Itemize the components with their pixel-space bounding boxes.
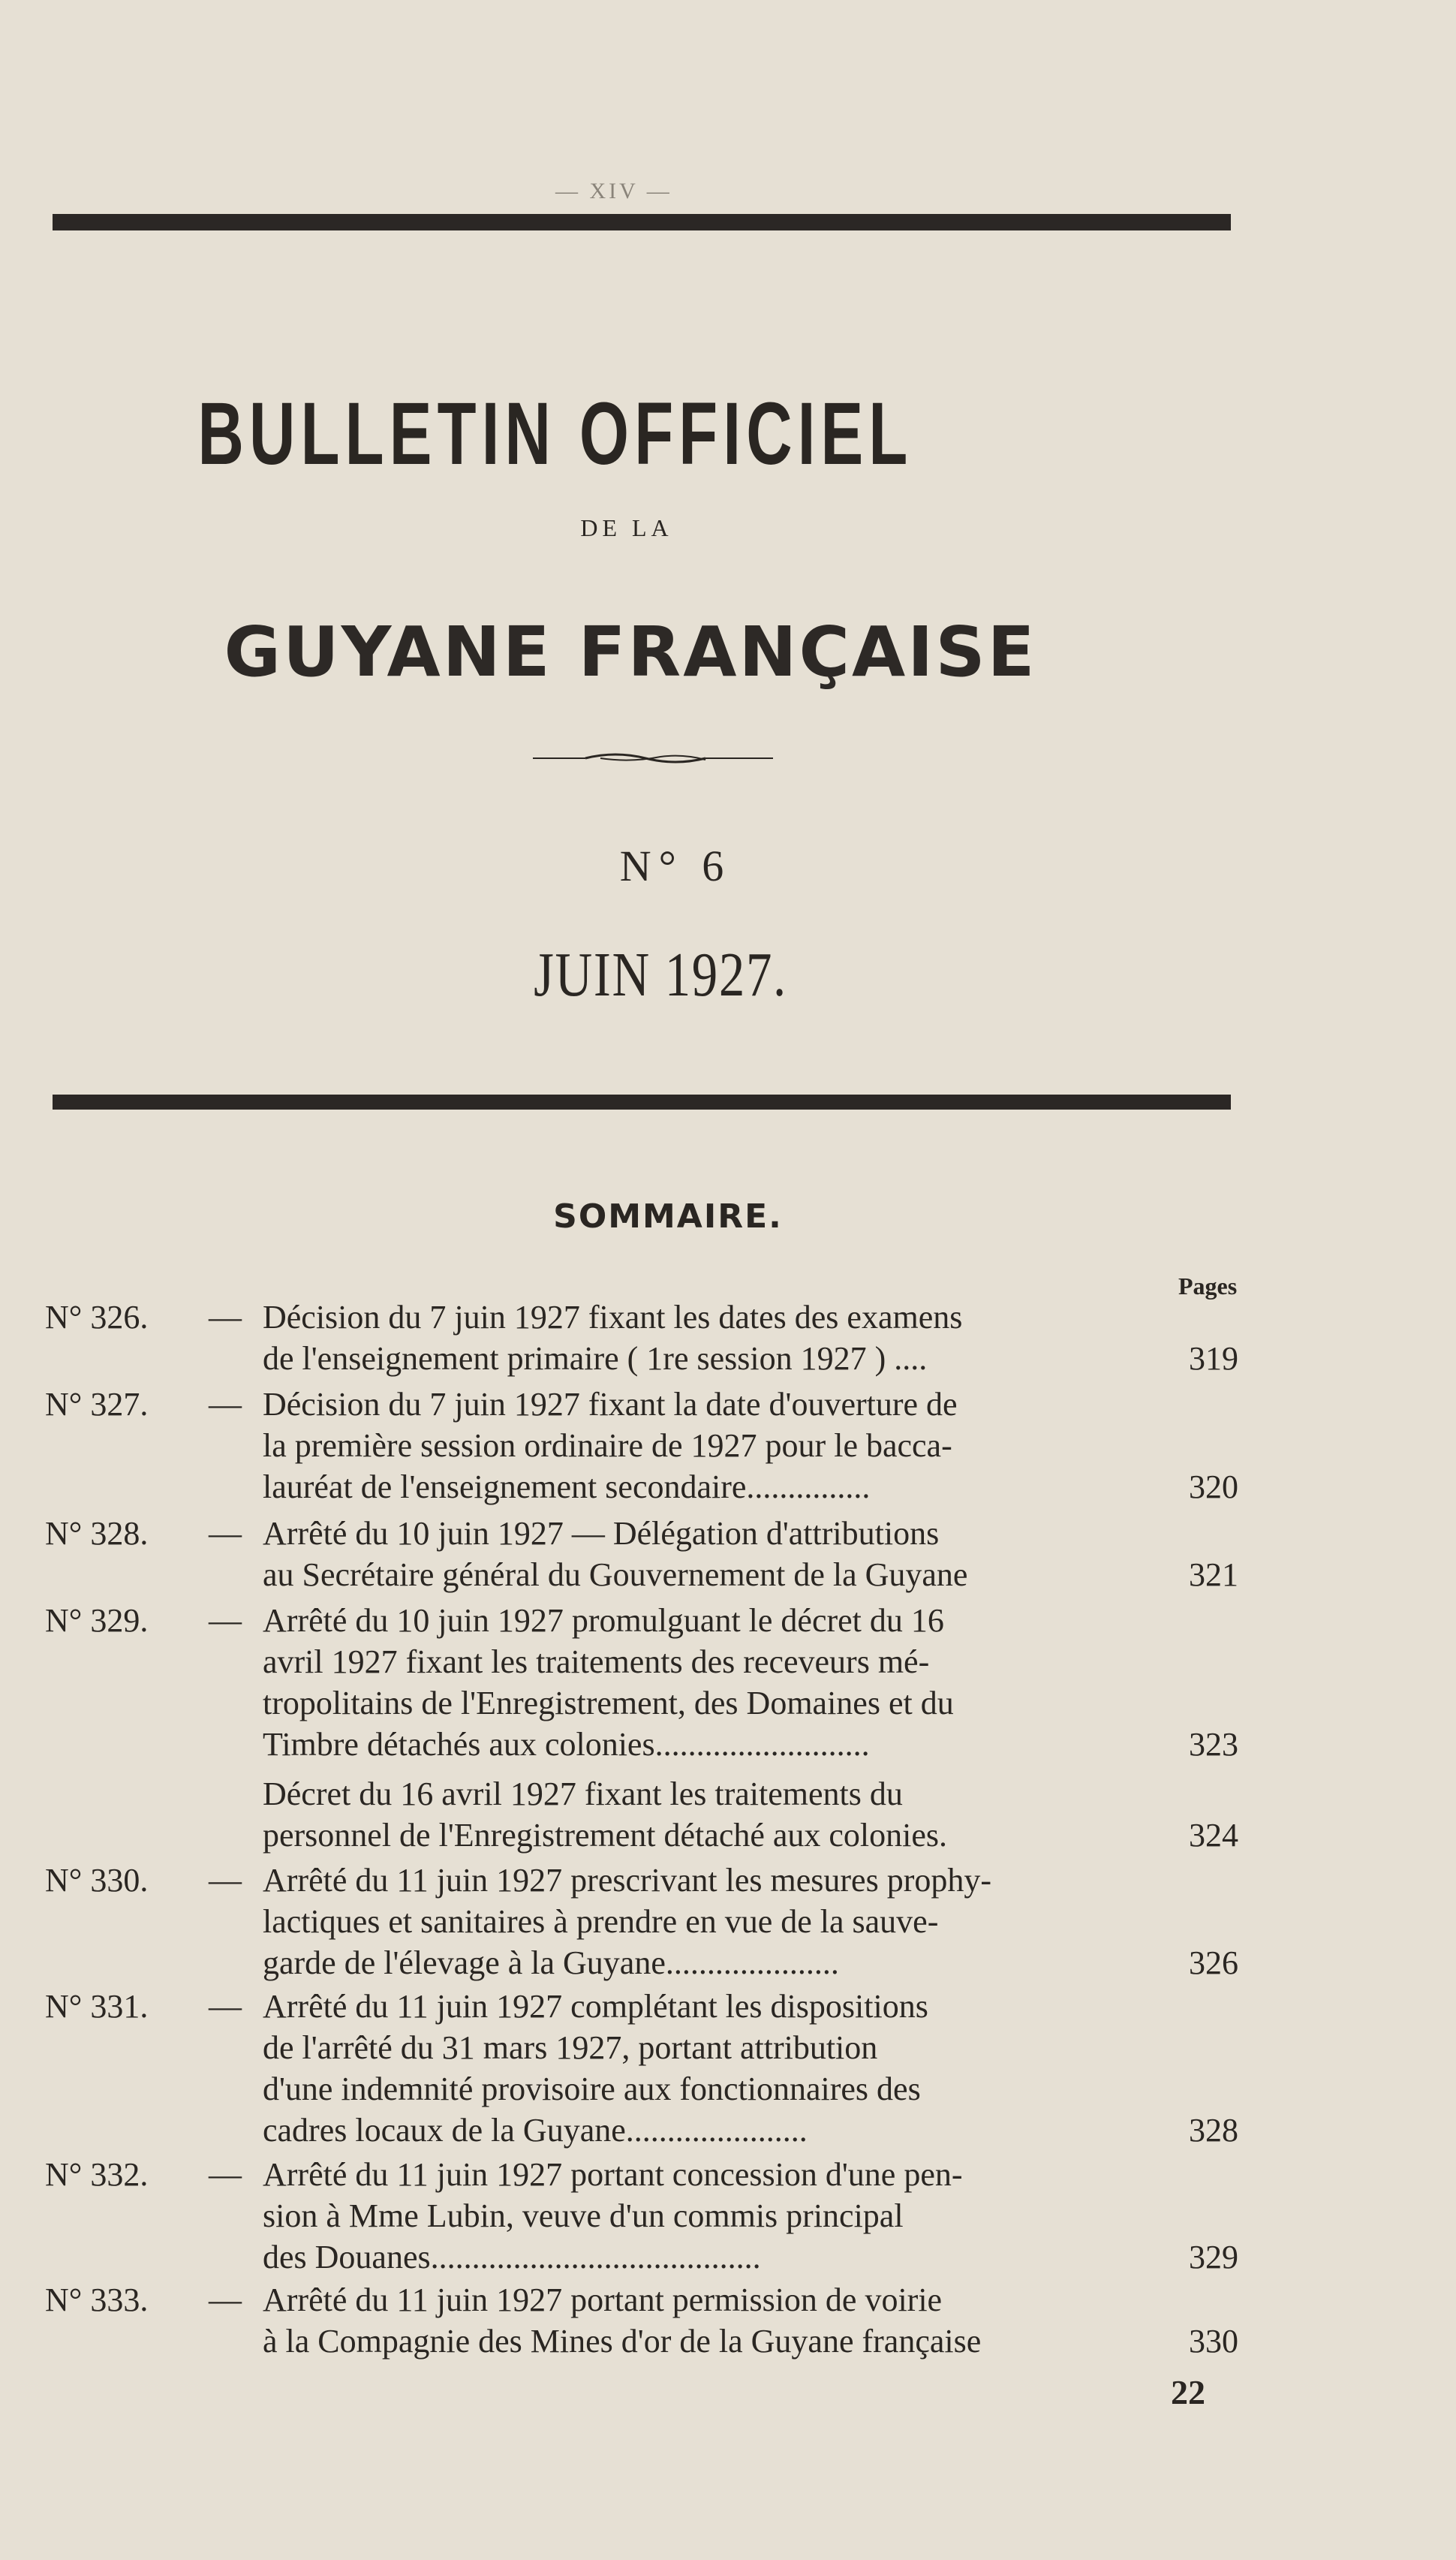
toc-entry-page: 321 [1189, 1556, 1238, 1593]
toc-heading: SOMMAIRE. [553, 1197, 783, 1236]
toc-entry-line: Décret du 16 avril 1927 fixant les traitements du [263, 1775, 903, 1812]
bulletin-title: BULLETIN OFFICIEL [197, 384, 913, 483]
toc-entry-number: N° 326. [45, 1299, 149, 1336]
toc-entry-page: 326 [1189, 1944, 1238, 1981]
toc-entry-number: N° 331. [45, 1988, 149, 2025]
toc-entry-line: cadres locaux de la Guyane...................... [263, 2112, 808, 2149]
toc-entry-line: personnel de l'Enregistrement détaché aux colonies. [263, 1817, 948, 1854]
issue-number: N° 6 [619, 842, 732, 890]
top-rule [53, 214, 1231, 230]
toc-entry-number: N° 327. [45, 1386, 149, 1423]
toc-entry-line: Arrêté du 11 juin 1927 portant permission de voirie [263, 2281, 943, 2318]
toc-entry-dash: — [209, 2156, 242, 2193]
toc-entry-line: lactiques et sanitaires à prendre en vue de la sauve- [263, 1903, 939, 1940]
toc-entry-number: N° 332. [45, 2156, 149, 2193]
title-connector: DE LA [580, 514, 673, 541]
toc-entry-page: 324 [1189, 1817, 1238, 1854]
toc-entry-line: Décision du 7 juin 1927 fixant la date d'ouverture de [263, 1386, 958, 1423]
folio: — XIV — [555, 179, 672, 203]
toc-entry-page: 323 [1189, 1726, 1238, 1763]
toc-entry-line: Arrêté du 11 juin 1927 prescrivant les mesures prophy- [263, 1862, 992, 1899]
toc-entry-page: 330 [1189, 2323, 1238, 2360]
toc-entry-line: Arrêté du 10 juin 1927 promulguant le décret du 16 [263, 1602, 944, 1639]
ornament-divider [533, 751, 773, 766]
toc-entry-line: garde de l'élevage à la Guyane..................... [263, 1944, 839, 1981]
toc-entry-number: N° 330. [45, 1862, 149, 1899]
bottom-rule [53, 1095, 1231, 1110]
toc-entry-dash: — [209, 1988, 242, 2025]
toc-entry-page: 328 [1189, 2112, 1238, 2149]
toc-entry-line: de l'arrêté du 31 mars 1927, portant attribution [263, 2029, 878, 2066]
toc-entry-line: lauréat de l'enseignement secondaire............... [263, 1468, 871, 1505]
page-number: 22 [1171, 2373, 1205, 2411]
toc-entry-line: Décision du 7 juin 1927 fixant les dates des examens [263, 1299, 963, 1336]
toc-entry-dash: — [209, 2281, 242, 2318]
toc-entry-dash: — [209, 1602, 242, 1639]
toc-entry-line: sion à Mme Lubin, veuve d'un commis principal [263, 2197, 904, 2234]
toc-entry-line: Timbre détachés aux colonies.......................... [263, 1726, 870, 1763]
toc-entry-dash: — [209, 1299, 242, 1336]
colony-title: GUYANE FRANÇAISE [224, 612, 1037, 692]
pages-label: Pages [1178, 1272, 1238, 1300]
toc-entry-line: d'une indemnité provisoire aux fonctionnaires des [263, 2071, 921, 2107]
toc-entry-dash: — [209, 1862, 242, 1899]
toc-entry-dash: — [209, 1515, 242, 1552]
toc-entry-line: avril 1927 fixant les traitements des receveurs mé- [263, 1643, 930, 1680]
toc-entry-line: la première session ordinaire de 1927 pour le bacca- [263, 1427, 952, 1464]
issue-date: JUIN 1927. [534, 940, 787, 1010]
toc-entry-number: N° 328. [45, 1515, 149, 1552]
toc-entry-page: 319 [1189, 1340, 1238, 1377]
toc-entry-line: à la Compagnie des Mines d'or de la Guyane française [263, 2323, 982, 2360]
toc-entry-line: de l'enseignement primaire ( 1re session 1927 ) .... [263, 1340, 928, 1377]
toc-entry-line: tropolitains de l'Enregistrement, des Domaines et du [263, 1685, 954, 1721]
toc-entry-line: Arrêté du 11 juin 1927 portant concession d'une pen- [263, 2156, 963, 2193]
toc-entry-number: N° 329. [45, 1602, 149, 1639]
toc-entry-line: au Secrétaire général du Gouvernement de la Guyane [263, 1556, 968, 1593]
toc-entry-line: des Douanes........................................ [263, 2239, 761, 2275]
toc-entry-line: Arrêté du 10 juin 1927 — Délégation d'attributions [263, 1515, 940, 1552]
toc-entry-page: 320 [1189, 1468, 1238, 1505]
toc-entry-page: 329 [1189, 2239, 1238, 2275]
toc-entry-dash: — [209, 1386, 242, 1423]
toc-entry-number: N° 333. [45, 2281, 149, 2318]
toc-entry-line: Arrêté du 11 juin 1927 complétant les dispositions [263, 1988, 928, 2025]
